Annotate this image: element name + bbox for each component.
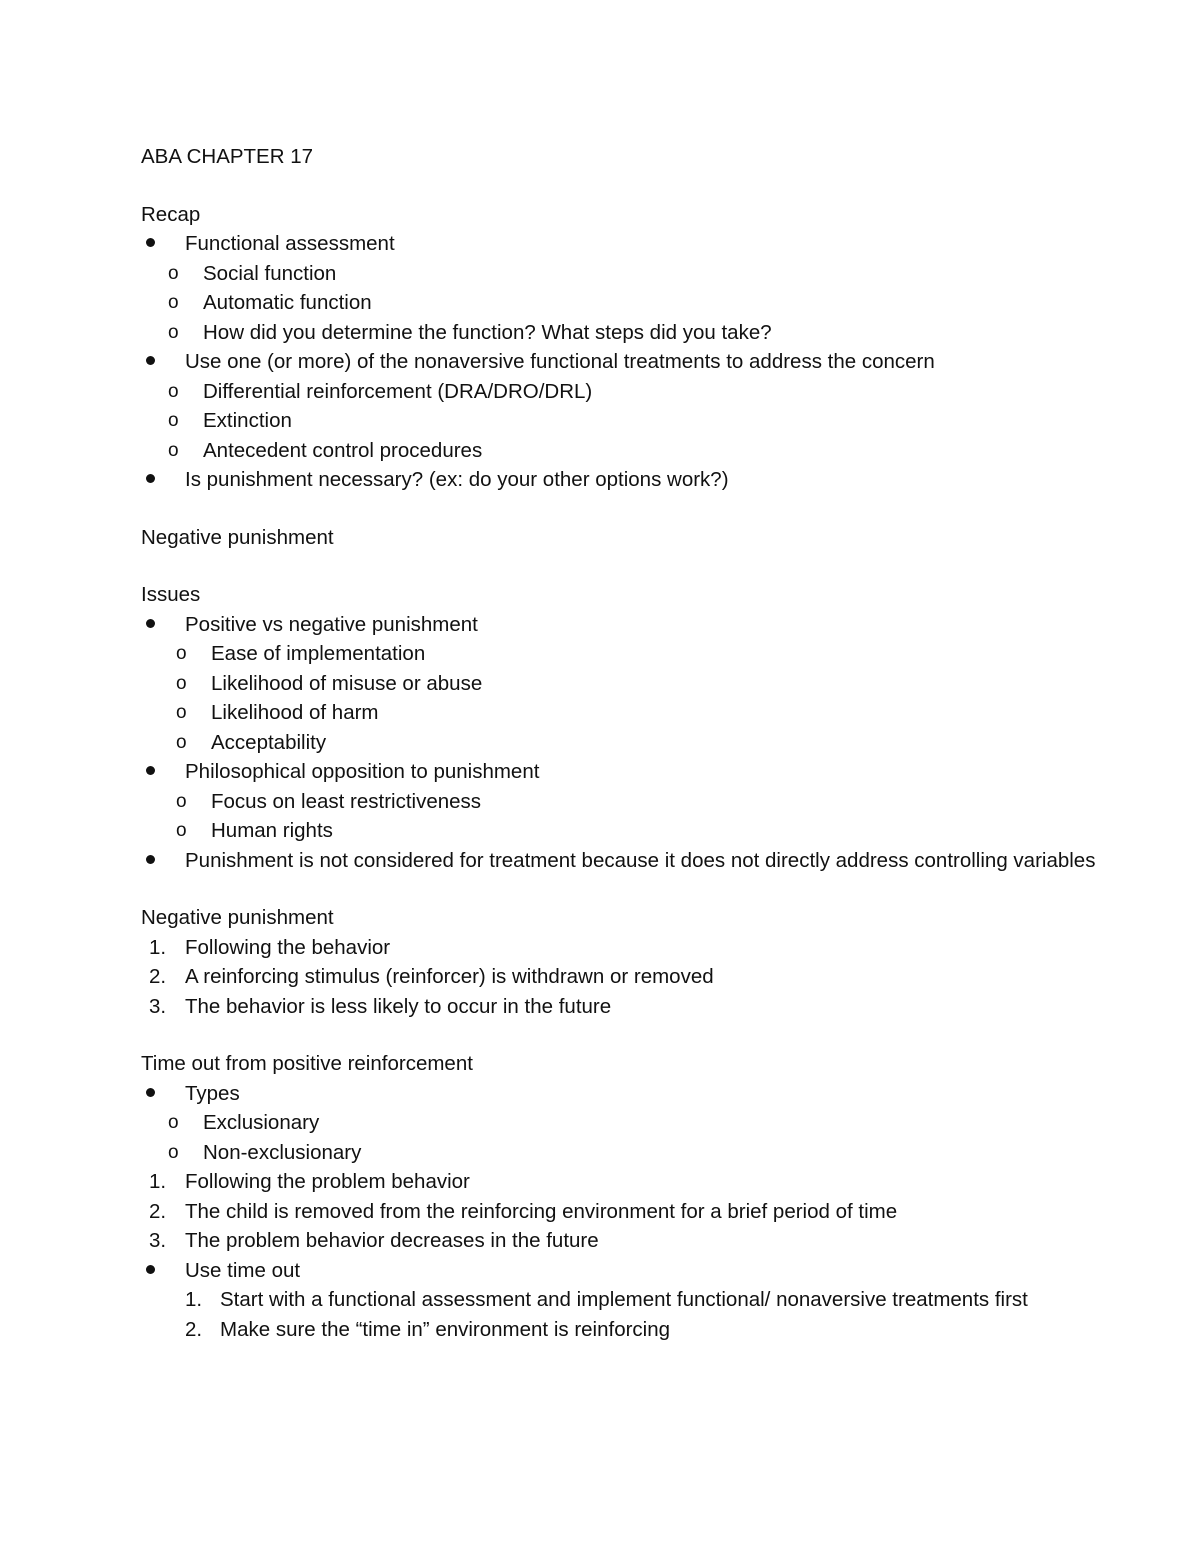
list-item: o Automatic function — [141, 288, 1121, 318]
circle-bullet-icon: o — [168, 292, 179, 313]
bullet-icon — [146, 1256, 155, 1286]
section-heading: Negative punishment — [141, 525, 334, 549]
circle-bullet-icon: o — [168, 380, 179, 402]
negative-punishment-heading: Negative punishment — [141, 906, 334, 929]
list-item: 3. The behavior is less likely to occur in the future — [141, 992, 1121, 1022]
circle-bullet-icon: o — [176, 820, 187, 841]
list-number: 2. — [185, 1317, 203, 1341]
circle-bullet-icon: o — [176, 790, 187, 812]
list-item: Is punishment necessary? (ex: do your other options work?) — [141, 465, 1121, 495]
list-item: Philosophical opposition to punishment — [141, 757, 1121, 787]
list-number: 1. — [149, 935, 167, 959]
list-item: o Exclusionary — [141, 1108, 1121, 1138]
document-page — [141, 142, 1121, 1344]
list-item: 1. Start with a functional assessment and implement functional/ nonaversive treatments first — [141, 1285, 1121, 1315]
circle-bullet-icon: o — [176, 731, 187, 753]
circle-bullet-icon: o — [168, 262, 179, 284]
list-item: 3. The problem behavior decreases in the future — [141, 1226, 1121, 1256]
list-item: o Extinction — [141, 406, 1121, 436]
list-item: Functional assessment — [141, 229, 1121, 259]
list-item: 2. Make sure the “time in” environment is reinforcing — [141, 1315, 1121, 1345]
list-item: o Likelihood of harm — [141, 698, 1121, 728]
circle-bullet-icon: o — [176, 643, 187, 664]
list-item: Use one (or more) of the nonaversive functional treatments to address the concern — [141, 347, 1121, 377]
list-item: 2. A reinforcing stimulus (reinforcer) is withdrawn or removed — [141, 962, 1121, 992]
list-number: 2. — [149, 1199, 167, 1223]
bullet-icon — [146, 465, 155, 495]
bullet-icon — [146, 1079, 155, 1109]
circle-bullet-icon: o — [168, 1112, 179, 1133]
list-number: 1. — [185, 1288, 203, 1311]
list-item: o Human rights — [141, 816, 1121, 846]
list-item: o How did you determine the function? What steps did you take? — [141, 318, 1121, 348]
list-item: Punishment is not considered for treatment because it does not directly address controlling variables — [141, 846, 1121, 876]
bullet-icon — [146, 757, 155, 787]
list-item: o Ease of implementation — [141, 639, 1121, 669]
recap-heading: Recap — [141, 202, 201, 226]
circle-bullet-icon: o — [176, 672, 187, 694]
list-item: o Antecedent control procedures — [141, 436, 1121, 466]
circle-bullet-icon: o — [168, 321, 179, 343]
circle-bullet-icon: o — [176, 702, 187, 723]
list-item: Types — [141, 1079, 1121, 1109]
circle-bullet-icon: o — [168, 410, 179, 431]
list-item: o Social function — [141, 259, 1121, 289]
list-item: o Focus on least restrictiveness — [141, 787, 1121, 817]
bullet-icon — [146, 610, 155, 640]
list-item: Use time out — [141, 1256, 1121, 1286]
list-item: o Acceptability — [141, 728, 1121, 758]
time-out-heading: Time out from positive reinforcement — [141, 1052, 473, 1075]
bullet-icon — [146, 229, 155, 259]
list-item: 2. The child is removed from the reinforcing environment for a brief period of time — [141, 1197, 1121, 1227]
list-number: 3. — [149, 1229, 167, 1252]
issues-heading: Issues — [141, 583, 201, 606]
list-item: o Likelihood of misuse or abuse — [141, 669, 1121, 699]
list-number: 1. — [149, 1170, 167, 1193]
list-item: 1. Following the behavior — [141, 933, 1121, 963]
circle-bullet-icon: o — [168, 439, 179, 461]
list-number: 3. — [149, 994, 167, 1018]
bullet-icon — [146, 846, 155, 876]
list-item: o Differential reinforcement (DRA/DRO/DRL) — [141, 377, 1121, 407]
list-item: Positive vs negative punishment — [141, 610, 1121, 640]
circle-bullet-icon: o — [168, 1141, 179, 1163]
document-title: ABA CHAPTER 17 — [141, 145, 314, 168]
bullet-icon — [146, 347, 155, 377]
list-number: 2. — [149, 965, 167, 988]
list-item: 1. Following the problem behavior — [141, 1167, 1121, 1197]
list-item: o Non-exclusionary — [141, 1138, 1121, 1168]
